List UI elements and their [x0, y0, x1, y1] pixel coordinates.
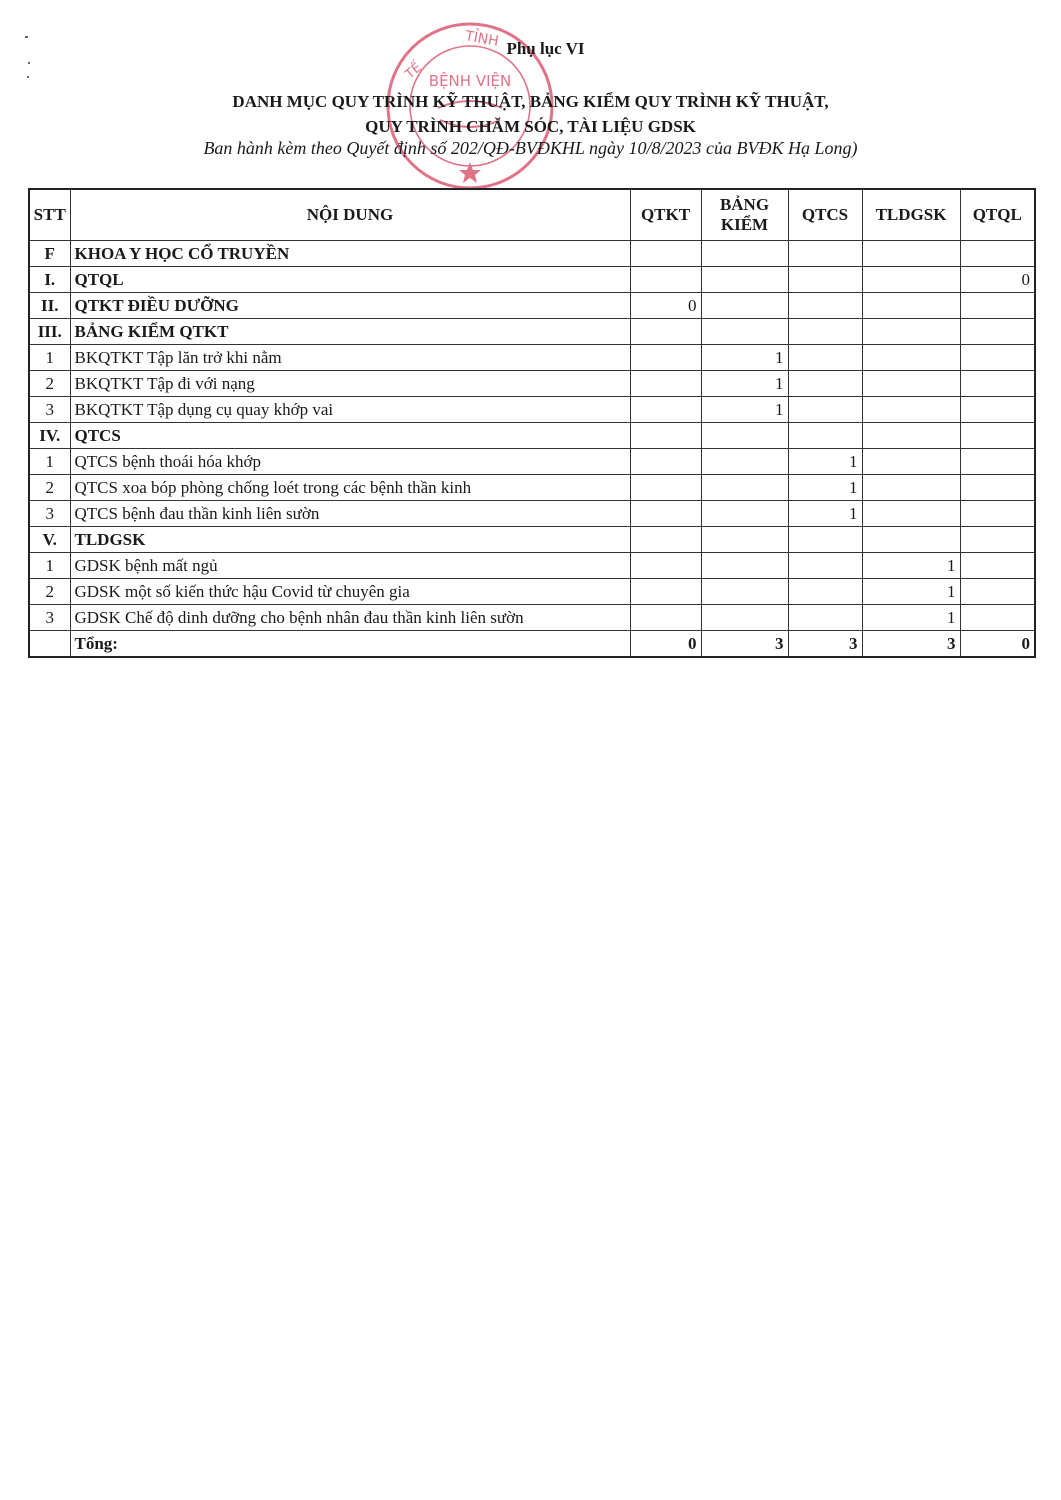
row-stt: F — [29, 241, 70, 267]
row-qtql — [960, 579, 1035, 605]
col-header-tldgsk: TLDGSK — [862, 189, 960, 241]
scan-speck — [28, 62, 30, 64]
row-qtkt — [630, 397, 701, 423]
row-qtql — [960, 319, 1035, 345]
document-title — [0, 89, 1061, 139]
row-content: BKQTKT Tập dụng cụ quay khớp vai — [70, 397, 630, 423]
row-qtkt — [630, 475, 701, 501]
row-bang-kiem — [701, 527, 788, 553]
row-stt: II. — [29, 293, 70, 319]
svg-text:TẾ: TẾ — [402, 60, 425, 83]
row-qtkt — [630, 527, 701, 553]
table-row — [29, 345, 1035, 371]
row-stt: IV. — [29, 423, 70, 449]
row-stt: 2 — [29, 371, 70, 397]
row-qtkt — [630, 241, 701, 267]
row-qtcs — [788, 605, 862, 631]
row-qtkt — [630, 319, 701, 345]
row-qtcs — [788, 241, 862, 267]
title-line-2: QUY TRÌNH CHĂM SÓC, TÀI LIỆU GDSK — [365, 117, 696, 136]
row-content: QTCS — [70, 423, 630, 449]
row-qtkt — [630, 345, 701, 371]
row-bang-kiem — [701, 449, 788, 475]
table-row — [29, 553, 1035, 579]
row-tldgsk — [862, 371, 960, 397]
svg-text:TỈNH: TỈNH — [463, 28, 500, 50]
row-bang-kiem — [701, 579, 788, 605]
row-qtkt — [630, 371, 701, 397]
row-bang-kiem — [701, 475, 788, 501]
row-qtcs — [788, 293, 862, 319]
row-qtcs — [788, 553, 862, 579]
row-content: KHOA Y HỌC CỔ TRUYỀN — [70, 241, 630, 267]
row-qtkt: 0 — [630, 293, 701, 319]
row-qtcs: 1 — [788, 475, 862, 501]
row-content: BẢNG KIỂM QTKT — [70, 319, 630, 345]
total-qtkt: 0 — [630, 631, 701, 658]
row-tldgsk — [862, 293, 960, 319]
total-label: Tổng: — [70, 631, 630, 658]
row-stt: III. — [29, 319, 70, 345]
row-tldgsk: 1 — [862, 579, 960, 605]
row-tldgsk — [862, 423, 960, 449]
row-content: GDSK Chế độ dinh dưỡng cho bệnh nhân đau thần kinh liên sườn — [70, 605, 630, 631]
row-stt: 2 — [29, 475, 70, 501]
row-qtql — [960, 423, 1035, 449]
total-qtql: 0 — [960, 631, 1035, 658]
table-row — [29, 605, 1035, 631]
col-header-stt: STT — [29, 189, 70, 241]
row-bang-kiem: 1 — [701, 397, 788, 423]
scan-speck — [27, 76, 29, 78]
table-row — [29, 371, 1035, 397]
row-qtql — [960, 527, 1035, 553]
table-row — [29, 475, 1035, 501]
total-stt — [29, 631, 70, 658]
row-bang-kiem — [701, 605, 788, 631]
row-tldgsk — [862, 527, 960, 553]
row-bang-kiem — [701, 241, 788, 267]
row-content: QTCS bệnh đau thần kinh liên sườn — [70, 501, 630, 527]
table-row — [29, 241, 1035, 267]
row-tldgsk — [862, 397, 960, 423]
appendix-label: Phụ lục VI — [506, 39, 585, 58]
row-tldgsk — [862, 267, 960, 293]
col-header-qtkt: QTKT — [630, 189, 701, 241]
row-qtcs — [788, 319, 862, 345]
row-tldgsk — [862, 475, 960, 501]
row-content: GDSK bệnh mất ngủ — [70, 553, 630, 579]
scan-speck — [25, 36, 28, 38]
row-tldgsk: 1 — [862, 605, 960, 631]
row-tldgsk — [862, 241, 960, 267]
row-stt: 3 — [29, 397, 70, 423]
row-qtcs: 1 — [788, 449, 862, 475]
total-bang-kiem: 3 — [701, 631, 788, 658]
table-row — [29, 267, 1035, 293]
row-content: GDSK một số kiến thức hậu Covid từ chuyên gia — [70, 579, 630, 605]
table-row — [29, 397, 1035, 423]
row-qtql — [960, 553, 1035, 579]
row-qtql — [960, 449, 1035, 475]
row-bang-kiem — [701, 501, 788, 527]
table-row — [29, 579, 1035, 605]
row-qtkt — [630, 423, 701, 449]
row-stt: 1 — [29, 449, 70, 475]
row-qtql: 0 — [960, 267, 1035, 293]
row-tldgsk: 1 — [862, 553, 960, 579]
total-qtcs: 3 — [788, 631, 862, 658]
row-bang-kiem: 1 — [701, 345, 788, 371]
table-header-row — [29, 189, 1035, 241]
row-qtcs — [788, 345, 862, 371]
row-content: QTQL — [70, 267, 630, 293]
col-header-content: NỘI DUNG — [70, 189, 630, 241]
row-bang-kiem — [701, 423, 788, 449]
row-content: TLDGSK — [70, 527, 630, 553]
row-stt: I. — [29, 267, 70, 293]
row-content: QTKT ĐIỀU DƯỠNG — [70, 293, 630, 319]
col-header-bang-kiem: BẢNG KIỂM — [701, 189, 788, 241]
row-qtkt — [630, 501, 701, 527]
row-qtcs — [788, 423, 862, 449]
row-stt: 2 — [29, 579, 70, 605]
svg-text:BỆNH VIỆN: BỆNH VIỆN — [428, 72, 512, 90]
row-stt: 3 — [29, 501, 70, 527]
row-qtcs — [788, 579, 862, 605]
table-row — [29, 449, 1035, 475]
row-qtql — [960, 397, 1035, 423]
col-header-qtql: QTQL — [960, 189, 1035, 241]
row-stt: 1 — [29, 553, 70, 579]
row-bang-kiem — [701, 267, 788, 293]
row-tldgsk — [862, 449, 960, 475]
row-tldgsk — [862, 345, 960, 371]
row-qtql — [960, 475, 1035, 501]
row-stt: V. — [29, 527, 70, 553]
row-qtql — [960, 345, 1035, 371]
row-qtcs — [788, 527, 862, 553]
row-qtql — [960, 293, 1035, 319]
row-content: QTCS xoa bóp phòng chống loét trong các bệnh thần kinh — [70, 475, 630, 501]
table-row — [29, 293, 1035, 319]
row-qtkt — [630, 267, 701, 293]
procedures-table — [28, 188, 1036, 658]
row-stt: 3 — [29, 605, 70, 631]
row-stt: 1 — [29, 345, 70, 371]
total-row — [29, 631, 1035, 658]
row-content: BKQTKT Tập đi với nạng — [70, 371, 630, 397]
row-qtcs — [788, 371, 862, 397]
table-row — [29, 423, 1035, 449]
row-qtcs — [788, 267, 862, 293]
row-qtcs: 1 — [788, 501, 862, 527]
document-subtitle: Ban hành kèm theo Quyết định số 202/QĐ-BVĐKHL ngày 10/8/2023 của BVĐK Hạ Long) — [203, 138, 858, 158]
row-qtkt — [630, 449, 701, 475]
row-bang-kiem: 1 — [701, 371, 788, 397]
row-qtql — [960, 501, 1035, 527]
row-tldgsk — [862, 319, 960, 345]
row-qtkt — [630, 605, 701, 631]
col-header-qtcs: QTCS — [788, 189, 862, 241]
row-bang-kiem — [701, 319, 788, 345]
row-bang-kiem — [701, 293, 788, 319]
row-content: BKQTKT Tập lăn trở khi nằm — [70, 345, 630, 371]
row-qtkt — [630, 553, 701, 579]
table-row — [29, 501, 1035, 527]
title-line-1: DANH MỤC QUY TRÌNH KỸ THUẬT, BẢNG KIỂM QUY TRÌNH KỸ THUẬT, — [232, 92, 829, 111]
row-qtkt — [630, 579, 701, 605]
row-tldgsk — [862, 501, 960, 527]
row-qtcs — [788, 397, 862, 423]
row-qtql — [960, 605, 1035, 631]
row-qtql — [960, 371, 1035, 397]
row-qtql — [960, 241, 1035, 267]
table-row — [29, 527, 1035, 553]
table-row — [29, 319, 1035, 345]
total-tldgsk: 3 — [862, 631, 960, 658]
row-bang-kiem — [701, 553, 788, 579]
row-content: QTCS bệnh thoái hóa khớp — [70, 449, 630, 475]
